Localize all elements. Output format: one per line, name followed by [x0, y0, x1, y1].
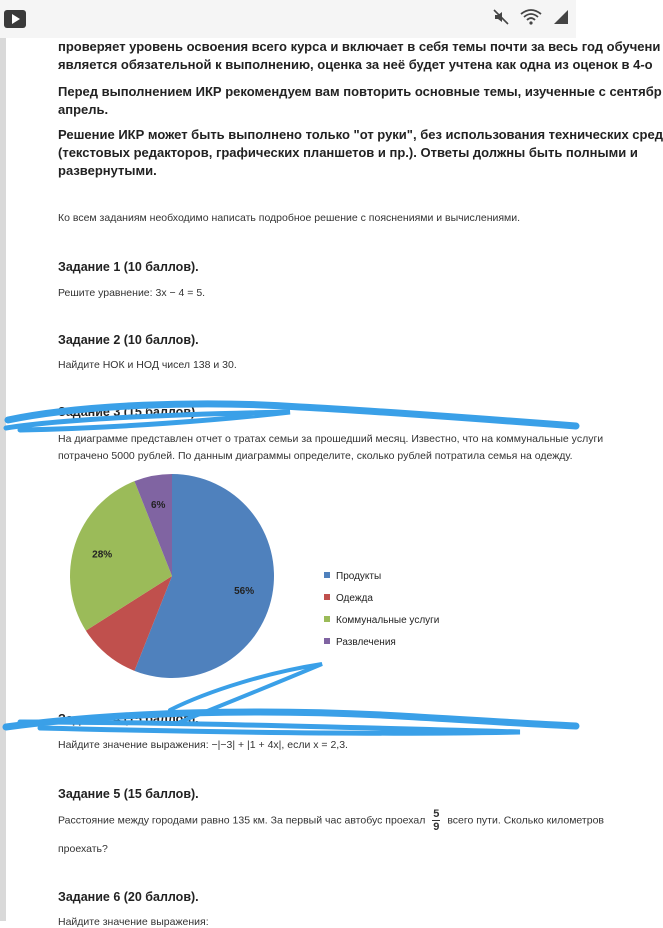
wifi-icon: [520, 8, 542, 31]
youtube-icon[interactable]: [4, 10, 26, 28]
task-4-title: Задание 4 (15 баллов).: [58, 712, 199, 726]
task-3-text: На диаграмме представлен отчет о тратах семьи за прошедший месяц. Известно, что на коммунальные услуги: [58, 433, 604, 445]
legend-label: Одежда: [336, 593, 373, 604]
intro-line: является обязательной к выполнению, оценка за неё будет учтена как одна из оценок в 4-о: [58, 57, 653, 72]
status-icons: [492, 8, 570, 31]
intro-line: проверяет уровень освоения всего курса и включает в себя темы почти за весь год обучени: [58, 39, 661, 54]
pie-data-label: 6%: [151, 499, 166, 511]
legend-label: Развлечения: [336, 637, 396, 648]
task-2-title: Задание 2 (10 баллов).: [58, 333, 199, 347]
task-5-title: Задание 5 (15 баллов).: [58, 787, 199, 801]
task-5-text: Расстояние между городами равно 135 км. За первый час автобус проехал $\frac{5}{9}$ всего пути. Сколько километров: [58, 808, 604, 833]
pie-chart: [46, 466, 506, 696]
pie-data-label: 56%: [234, 585, 255, 597]
task-3-text: потрачено 5000 рублей. По данным диаграммы определите, сколько рублей потратила семья на одежду.: [58, 450, 573, 462]
status-bar: [0, 0, 576, 38]
legend-swatch: [324, 616, 330, 622]
fraction: $\frac{5}{9}$: [433, 808, 440, 833]
pie-chart-svg: [46, 466, 506, 696]
task-2-text: Найдите НОК и НОД чисел 138 и 30.: [58, 359, 237, 371]
document-page: [6, 38, 663, 928]
legend-label: Коммунальные услуги: [336, 615, 440, 626]
legend-swatch: [324, 638, 330, 644]
task-6-title: Задание 6 (20 баллов).: [58, 890, 199, 904]
task-1-text: Решите уравнение: 3x − 4 = 5.: [58, 287, 206, 299]
instructions-note: Ко всем заданиям необходимо написать подробное решение с пояснениями и вычислениями.: [58, 212, 521, 224]
task-6-text: Найдите значение выражения:: [58, 916, 209, 928]
legend-swatch: [324, 572, 330, 578]
intro-paragraph-2: Перед выполнением ИКР рекомендуем вам повторить основные темы, изученные с сентябр апрель.: [58, 84, 662, 117]
intro-paragraph-3: Решение ИКР может быть выполнено только "от руки", без использования технических сред (текстовых редакторов, графических планшетов и пр.). Ответы должны быть полными и развернутыми.: [58, 127, 663, 178]
legend-label: Продукты: [336, 571, 382, 582]
task-1-title: Задание 1 (10 баллов).: [58, 260, 199, 274]
task-5-text-cont: проехать?: [58, 843, 108, 855]
mute-icon: [492, 8, 510, 31]
pie-data-label: 28%: [92, 549, 113, 561]
task-4-text: Найдите значение выражения: −|−3| + |1 + 4x|, если x = 2,3.: [58, 739, 348, 751]
signal-icon: [552, 8, 570, 31]
legend-swatch: [324, 594, 330, 600]
intro-text: [58, 38, 661, 74]
task-3-title: Задание 3 (15 баллов).: [58, 405, 199, 419]
